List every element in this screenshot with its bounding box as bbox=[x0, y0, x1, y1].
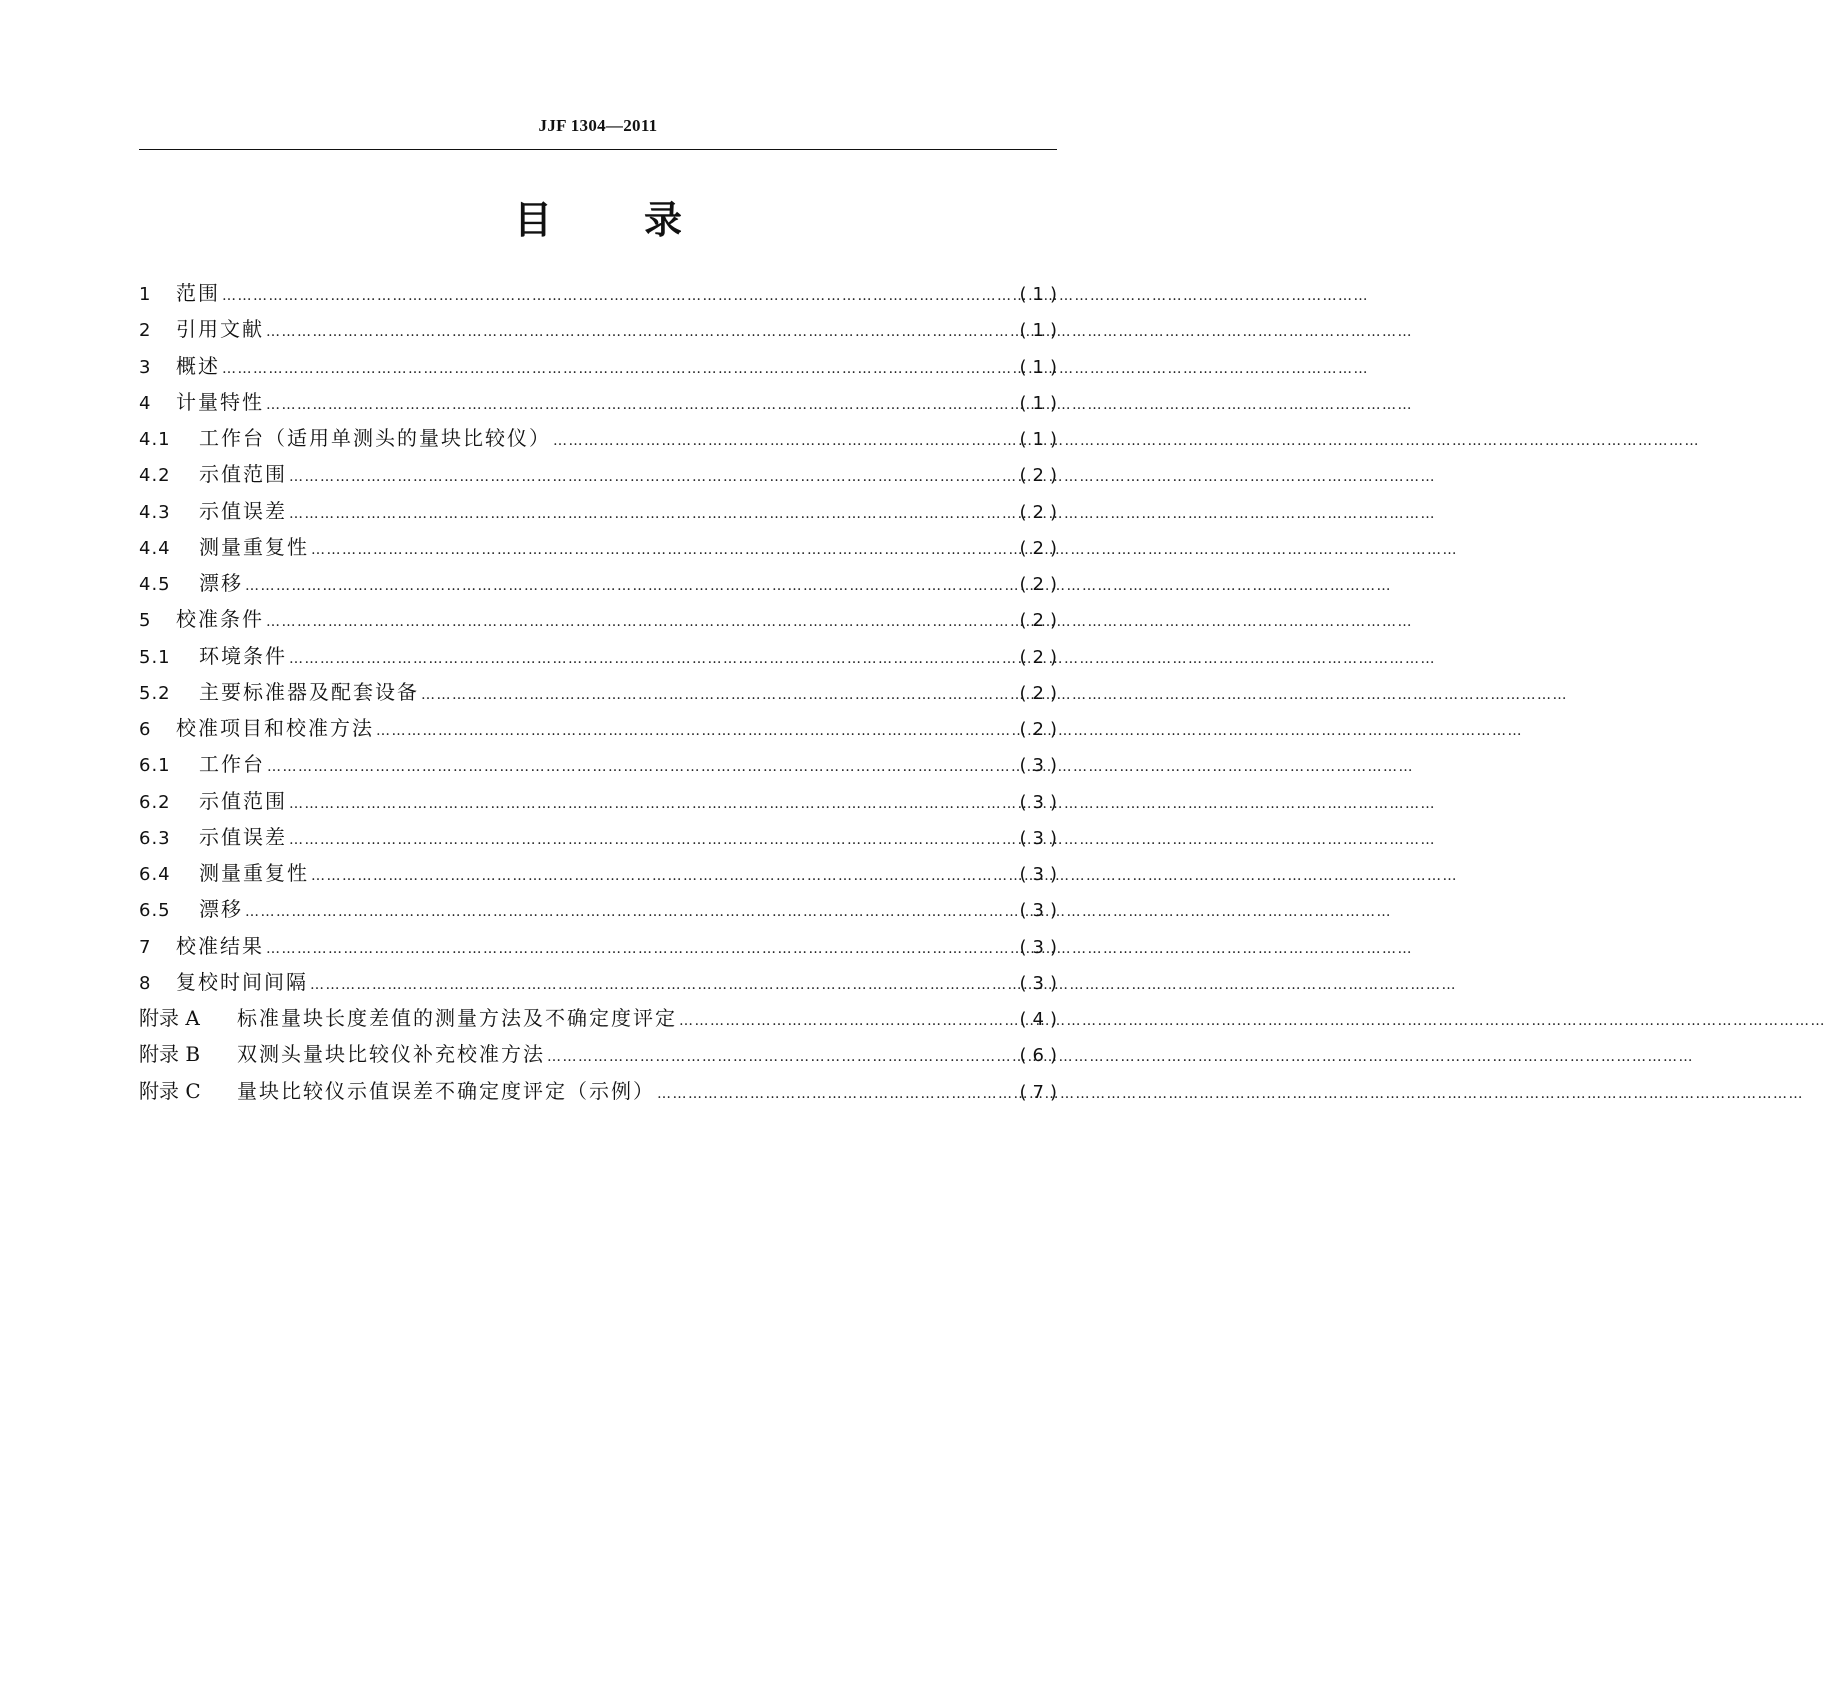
toc-dot-leader bbox=[289, 651, 1014, 667]
toc-entry[interactable] bbox=[139, 458, 1063, 494]
toc-entry-page: (4) bbox=[1019, 1009, 1063, 1030]
toc-entry-page: (2) bbox=[1019, 682, 1063, 704]
toc-entry-number: 1 bbox=[139, 284, 152, 305]
toc-dot-leader bbox=[547, 1049, 1014, 1065]
toc-title-char: 目 bbox=[513, 198, 552, 242]
toc-entry-page: (3) bbox=[1019, 755, 1063, 777]
toc-entry[interactable] bbox=[139, 603, 1063, 639]
toc-entry[interactable] bbox=[139, 531, 1063, 567]
toc-entry-page: (3) bbox=[1019, 864, 1063, 885]
toc-entry-number: 6 bbox=[139, 719, 152, 740]
toc-dot-leader bbox=[245, 904, 1014, 920]
toc-entry[interactable] bbox=[139, 1075, 1063, 1111]
toc-entry-title: 标准量块长度差值的测量方法及不确定度评定 bbox=[237, 1006, 677, 1030]
toc-dot-leader bbox=[311, 542, 1014, 558]
toc-entry-number: 6.4 bbox=[139, 864, 171, 885]
toc-entry-title: 校准项目和校准方法 bbox=[176, 716, 374, 740]
toc-entry-title: 主要标准器及配套设备 bbox=[199, 679, 419, 704]
toc-dot-leader bbox=[311, 868, 1014, 884]
toc-entry-page: (2) bbox=[1019, 537, 1063, 559]
toc-entry-page: (3) bbox=[1019, 900, 1063, 922]
toc-entry-number: 附录 A bbox=[139, 1006, 200, 1030]
toc-entry-page: (3) bbox=[1019, 791, 1063, 813]
toc-entry-title: 漂移 bbox=[199, 571, 243, 595]
document-code-header: JJF 1304—2011 bbox=[538, 116, 658, 135]
toc-entry-title: 双测头量块比较仪补充校准方法 bbox=[237, 1042, 545, 1067]
toc-entry-page: (7) bbox=[1019, 1081, 1063, 1103]
toc-entry-title: 引用文献 bbox=[176, 317, 264, 342]
table-of-contents bbox=[139, 277, 1063, 1111]
toc-entry-title: 工作台 bbox=[199, 752, 265, 777]
toc-entry-page: (3) bbox=[1019, 936, 1063, 958]
toc-dot-leader bbox=[376, 723, 1014, 739]
toc-entry[interactable] bbox=[139, 1002, 1063, 1038]
toc-entry[interactable] bbox=[139, 386, 1063, 422]
toc-dot-leader bbox=[421, 687, 1014, 703]
toc-entry-page: (1) bbox=[1019, 356, 1063, 378]
toc-dot-leader bbox=[679, 1013, 1014, 1029]
toc-dot-leader bbox=[266, 397, 1014, 413]
toc-entry[interactable] bbox=[139, 422, 1063, 458]
toc-entry-number: 4.2 bbox=[139, 465, 171, 487]
toc-entry-number: 4.1 bbox=[139, 429, 171, 450]
toc-dot-leader bbox=[245, 578, 1014, 594]
toc-entry[interactable] bbox=[139, 350, 1063, 386]
toc-dot-leader bbox=[289, 506, 1014, 522]
toc-dot-leader bbox=[289, 832, 1014, 848]
toc-entry-title: 计量特性 bbox=[176, 389, 264, 414]
toc-entry-number: 5.2 bbox=[139, 682, 171, 704]
toc-entry[interactable] bbox=[139, 640, 1063, 676]
toc-entry-number: 2 bbox=[139, 320, 152, 342]
toc-entry-number: 5 bbox=[139, 610, 152, 632]
toc-dot-leader bbox=[310, 977, 1014, 993]
toc-entry-title: 复校时间间隔 bbox=[176, 969, 308, 994]
toc-dot-leader bbox=[657, 1086, 1014, 1102]
toc-entry-title: 工作台（适用单测头的量块比较仪） bbox=[199, 426, 551, 450]
toc-entry-number: 4.5 bbox=[139, 574, 171, 595]
toc-entry-page: (2) bbox=[1019, 501, 1063, 523]
toc-entry-page: (1) bbox=[1019, 429, 1063, 450]
toc-dot-leader bbox=[222, 288, 1014, 304]
toc-entry-title: 示值范围 bbox=[199, 462, 287, 487]
toc-entry[interactable] bbox=[139, 930, 1063, 966]
toc-entry-page: (3) bbox=[1019, 972, 1063, 994]
toc-entry-number: 4 bbox=[139, 392, 152, 414]
toc-entry-page: (2) bbox=[1019, 610, 1063, 632]
toc-entry-number: 6.2 bbox=[139, 791, 171, 813]
toc-entry[interactable] bbox=[139, 567, 1063, 603]
toc-entry-title: 校准结果 bbox=[176, 933, 264, 958]
toc-entry[interactable] bbox=[139, 748, 1063, 784]
toc-entry-number: 8 bbox=[139, 972, 152, 994]
toc-entry-number: 6.3 bbox=[139, 827, 171, 849]
toc-entry-number: 4.4 bbox=[139, 537, 171, 559]
toc-title-char: 录 bbox=[644, 198, 683, 242]
toc-entry-title: 校准条件 bbox=[176, 607, 264, 632]
toc-title bbox=[139, 196, 1057, 244]
toc-entry-title: 测量重复性 bbox=[199, 534, 309, 559]
toc-entry-page: (1) bbox=[1019, 284, 1063, 305]
toc-entry[interactable] bbox=[139, 785, 1063, 821]
toc-entry[interactable] bbox=[139, 277, 1063, 313]
toc-entry-number: 5.1 bbox=[139, 646, 171, 668]
toc-dot-leader bbox=[266, 941, 1014, 957]
toc-dot-leader bbox=[266, 324, 1014, 340]
toc-entry-number: 附录 C bbox=[139, 1078, 201, 1103]
toc-dot-leader bbox=[289, 469, 1014, 485]
toc-entry-page: (2) bbox=[1019, 465, 1063, 487]
toc-entry-number: 7 bbox=[139, 936, 152, 958]
toc-entry-title: 示值范围 bbox=[199, 788, 287, 813]
toc-entry-title: 环境条件 bbox=[199, 643, 287, 668]
toc-entry-page: (1) bbox=[1019, 392, 1063, 414]
toc-entry-title: 范围 bbox=[176, 281, 220, 305]
toc-dot-leader bbox=[267, 759, 1014, 775]
toc-dot-leader bbox=[222, 361, 1014, 377]
toc-entry-title: 概述 bbox=[176, 353, 220, 378]
toc-entry-page: (2) bbox=[1019, 719, 1063, 740]
toc-entry[interactable] bbox=[139, 821, 1063, 857]
toc-entry[interactable] bbox=[139, 676, 1063, 712]
toc-entry[interactable] bbox=[139, 313, 1063, 349]
toc-entry-page: (6) bbox=[1019, 1045, 1063, 1067]
header-divider bbox=[139, 149, 1057, 150]
toc-entry-number: 4.3 bbox=[139, 501, 171, 523]
toc-entry-number: 3 bbox=[139, 356, 152, 378]
toc-entry-title: 测量重复性 bbox=[199, 861, 309, 885]
toc-entry[interactable] bbox=[139, 1038, 1063, 1074]
toc-entry-title: 示值误差 bbox=[199, 824, 287, 849]
toc-entry[interactable] bbox=[139, 893, 1063, 929]
toc-entry-number: 附录 B bbox=[139, 1042, 201, 1067]
toc-dot-leader bbox=[266, 614, 1014, 630]
toc-entry-page: (2) bbox=[1019, 646, 1063, 668]
toc-dot-leader bbox=[289, 796, 1014, 812]
toc-entry[interactable] bbox=[139, 712, 1063, 748]
toc-entry-page: (3) bbox=[1019, 827, 1063, 849]
toc-entry-title: 示值误差 bbox=[199, 498, 287, 523]
toc-entry-number: 6.5 bbox=[139, 900, 171, 922]
toc-entry[interactable] bbox=[139, 857, 1063, 893]
toc-entry-title: 量块比较仪示值误差不确定度评定（示例） bbox=[237, 1078, 655, 1103]
toc-entry-number: 6.1 bbox=[139, 755, 171, 777]
toc-entry-page: (2) bbox=[1019, 574, 1063, 595]
toc-entry[interactable] bbox=[139, 495, 1063, 531]
toc-entry[interactable] bbox=[139, 966, 1063, 1002]
toc-dot-leader bbox=[553, 433, 1014, 449]
toc-entry-page: (1) bbox=[1019, 320, 1063, 342]
toc-entry-title: 漂移 bbox=[199, 897, 243, 922]
